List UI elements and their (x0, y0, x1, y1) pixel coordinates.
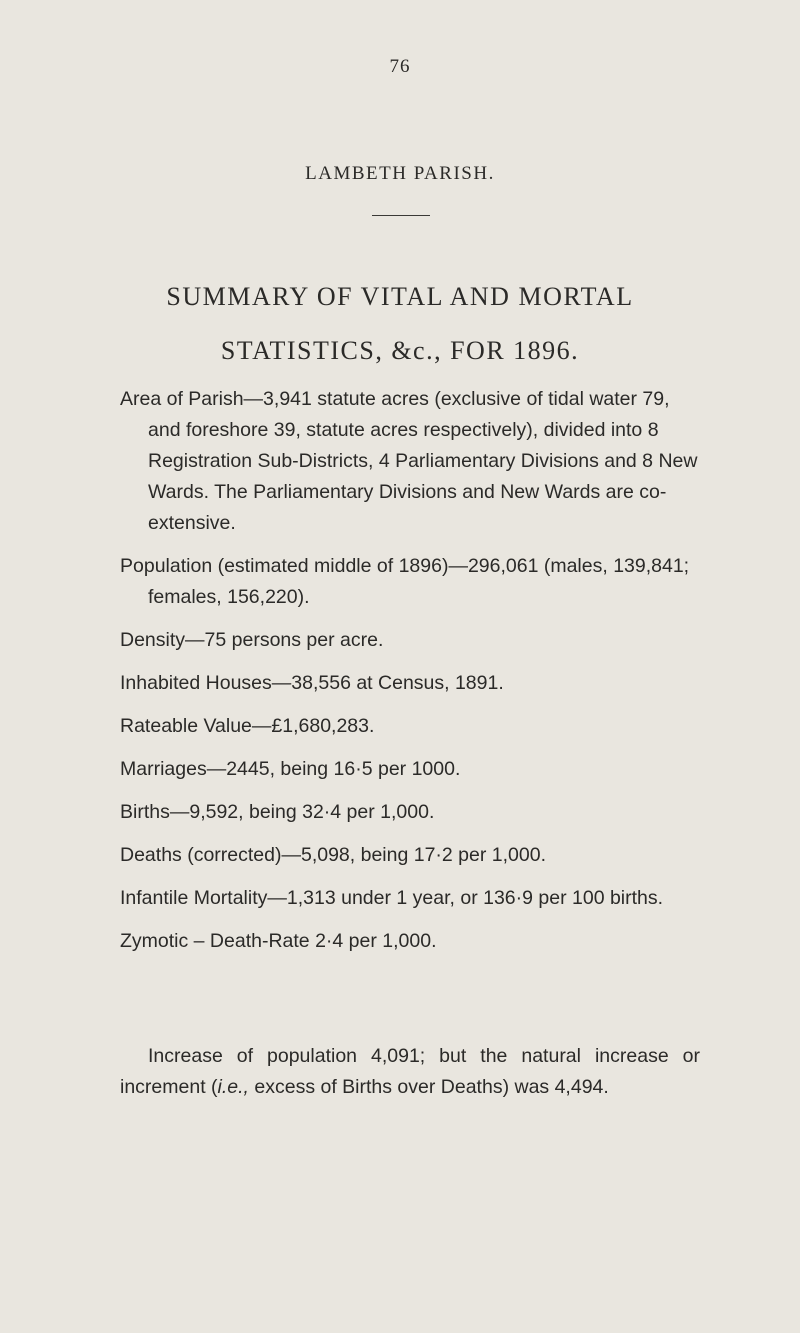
closing-text-italic: i.e., (217, 1075, 249, 1098)
entry-rateable-value: Rateable Value—£1,680,283. (120, 715, 375, 737)
entry-inhabited-houses: Inhabited Houses—38,556 at Census, 1891. (120, 672, 504, 694)
entry-births: Births—9,592, being 32·4 per 1,000. (120, 801, 435, 823)
page-number: 76 (389, 56, 411, 77)
entry-population: Population (estimated middle of 1896)—296,061 (males, 139,841; females, 156,220). (120, 555, 690, 608)
entry-deaths: Deaths (corrected)—5,098, being 17·2 per 1,000. (120, 844, 547, 866)
entry-density: Density—75 persons per acre. (120, 629, 384, 651)
summary-title (0, 270, 800, 378)
statistics-list (120, 384, 700, 969)
entry-area: Area of Parish—3,941 statute acres (exclusive of tidal water 79, and foreshore 39, statute acres respectively), divided into 8 Registration Sub-Districts, 4 Parliamentary Divisions and 8 New Wards. The Parliamentary Divisions and New Wards are co-extensive. (120, 388, 698, 534)
entry-marriages: Marriages—2445, being 16·5 per 1000. (120, 758, 461, 780)
closing-text-start: Increase of population 4,091; but the natural increase or increment ( (120, 1044, 700, 1098)
summary-title-line-1: SUMMARY OF VITAL AND MORTAL (166, 282, 634, 311)
divider-rule (372, 215, 430, 216)
entry-infantile-mortality: Infantile Mortality—1,313 under 1 year, or 136·9 per 100 births. (120, 887, 664, 909)
closing-paragraph (120, 1041, 700, 1103)
parish-title: LAMBETH PARISH. (305, 163, 495, 184)
entry-zymotic-death-rate: Zymotic – Death-Rate 2·4 per 1,000. (120, 930, 437, 952)
summary-title-line-2: STATISTICS, &c., FOR 1896. (220, 336, 580, 365)
closing-text-end: excess of Births over Deaths) was 4,494. (248, 1075, 609, 1098)
